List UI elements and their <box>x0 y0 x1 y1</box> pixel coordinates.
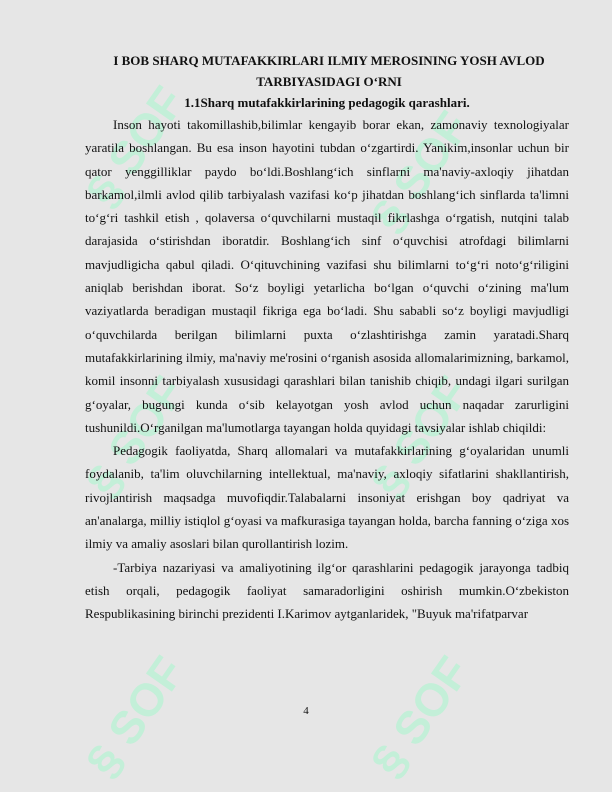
paragraph-2: Pedagogik faoliyatda, Sharq allomalari va mutafakkirlarining g‘oyalaridan unumli foydalanib, ta'lim oluvchilarning intellektual, ma'naviy, axloqiy sifatlarini shakllantirish, rivojlantirish maqsadga muvofiqdir.Talabalarni insoniyat erishgan boy qadriyat va an'analarga, milliy istiqlol g‘oyasi va mafkurasiga tayangan holda, barcha fanning o‘ziga xos ilmiy va amaliy asoslari bilan qurollantirish lozim. <box>85 443 569 552</box>
section-title: 1.1Sharq mutafakkirlarining pedagogik qarashlari. <box>184 95 470 110</box>
paragraph-1: Inson hayoti takomillashib,bilimlar kengayib borar ekan, zamonaviy texnologiyalar yaratila boshlangan. Bu esa inson hayotini tubdan o‘zgartirdi. Yanikim,insonlar uchun bir qator yenggilliklar paydo bo‘ldi.Boshlang‘ich sinflarni ma'naviy-axloqiy jihatdan barkamol,ilmli avlod qilib tarbiyalash vazifasi ko‘p jihatdan boshlang‘ich sinflarda ta'limni to‘g‘ri tashkil etish , qolaversa o‘quvchilarni mustaqil fikrlashga o‘rgatish, nutqini talab darajasida o‘stirishdan iboratdir. Boshlang‘ich sinf o‘quvchisi atrofdagi bilimlarni mavjudligicha qabul qiladi. O‘qituvchining vazifasi shu bilimlarni to‘g‘ri noto‘g‘riligini aniqlab berishdan iborat. So‘z boyligi yetarlicha bo‘lgan o‘quvchi o‘zining ma'lum vaziyatlarda beradigan mustaqil fikriga ega bo‘ladi. Shu sababli so‘z boyligi mavjudligi o‘quvchilarda berilgan bilimlarni puxta o‘zlashtirishga zamin yaratadi.Sharq mutafakkirlarining ilmiy, ma'naviy me'rosini o‘rganish asosida allomalarimizning, barkamol, komil insonni tarbiyalash xususidagi qarashlari bilan tanishib chiqib, undagi ilgari surilgan g‘oyalar, bugungi kunda o‘sib kelayotgan yosh avlod uchun naqadar zarurligini tushunildi.O‘rganilgan ma'lumotlarga tayangan holda quyidagi tavsiyalar ishlab chiqildi: <box>85 117 569 435</box>
svg-text:§ SOF: § SOF <box>360 367 480 506</box>
document-page <box>85 50 569 626</box>
svg-text:§ SOF: § SOF <box>75 367 195 506</box>
chapter-title: I BOB SHARQ MUTAFAKKIRLARI ILMIY MEROSINING YOSH AVLOD TARBIYASIDAGI O‘RNI <box>113 53 545 89</box>
svg-text:§ SOF: § SOF <box>75 647 195 786</box>
svg-text:§ SOF: § SOF <box>75 77 195 216</box>
svg-text:§ SOF: § SOF <box>360 647 480 786</box>
page-number: 4 <box>303 705 309 717</box>
svg-text:§ SOF: § SOF <box>360 102 480 241</box>
paragraph-3: -Tarbiya nazariyasi va amaliyotining ilg‘or qarashlarini pedagogik jarayonga tadbiq etish orqali, pedagogik faoliyat samaradorligini oshirish mumkin.O‘zbekiston Respublikasining birinchi prezidenti I.Karimov aytganlaridek, "Buyuk ma'rifatparvar <box>85 559 569 622</box>
